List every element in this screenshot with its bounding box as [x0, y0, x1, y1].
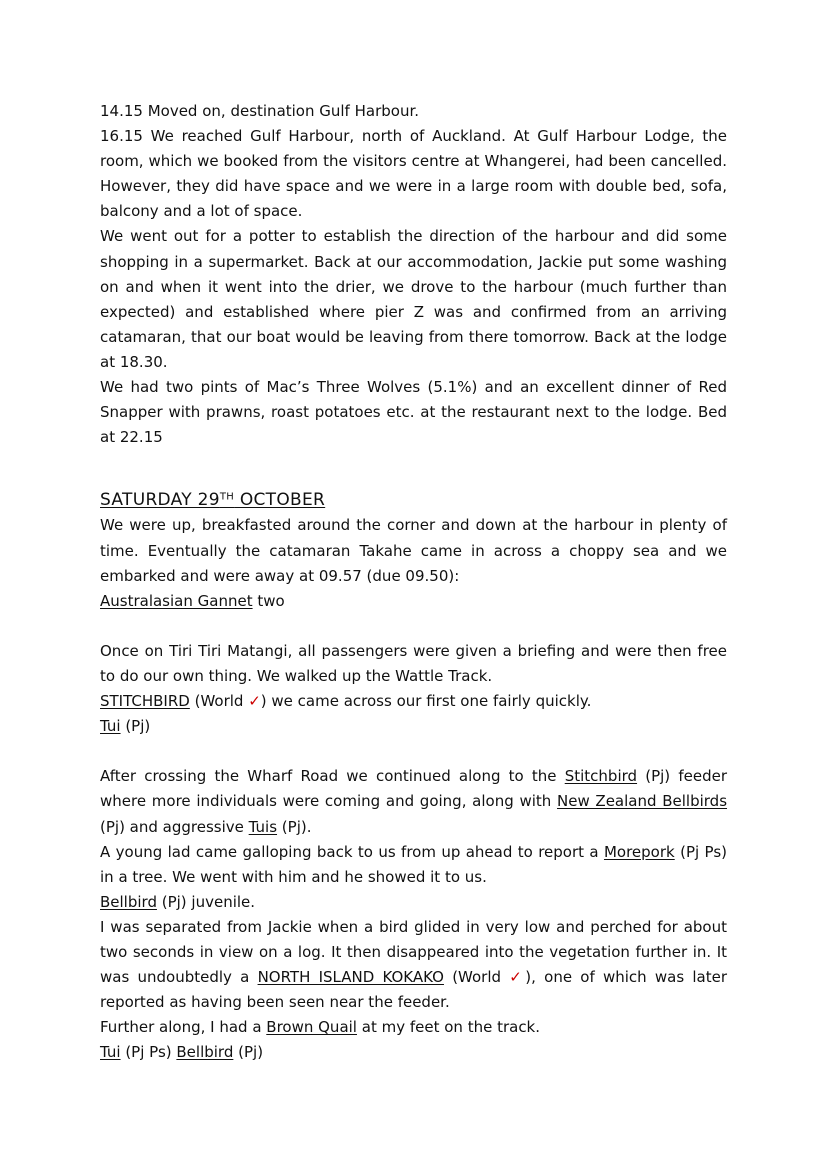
date-heading: SATURDAY 29TH OCTOBER: [100, 490, 326, 511]
paragraph-feeder: After crossing the Wharf Road we continued along to the Stitchbird (Pj) feeder where more individuals were coming and going, along with New Zealand Bellbirds (Pj) and aggressive Tuis (Pj).: [100, 767, 728, 836]
sighting-tui-bellbird: Tui (Pj Ps) Bellbird (Pj): [100, 1043, 264, 1062]
sighting-quail: Further along, I had a Brown Quail at my feet on the track.: [100, 1018, 541, 1037]
paragraph-kokako: I was separated from Jackie when a bird glided in very low and perched for about two seconds in view on a log. It then disappeared into the vegetation further in. It was undoubtedly a NORTH ISLAND KOKAKO (World ✓), one of which was later reported as having been seen near the feeder.: [100, 917, 728, 1012]
paragraph-morepork: A young lad came galloping back to us from up ahead to report a Morepork (Pj Ps) in a tree. We went with him and he showed it to us.: [100, 842, 727, 886]
species-name: Australasian Gannet: [100, 591, 253, 610]
entry-1615: 16.15 We reached Gulf Harbour, north of Auckland. At Gulf Harbour Lodge, the room, which we booked from the visitors centre at Whangerei, had been cancelled. However, they did have space and we were in a large room with double bed, sofa, balcony and a lot of space.: [100, 127, 727, 221]
species-name: STITCHBIRD: [100, 692, 190, 711]
species-name: Tui: [100, 717, 121, 736]
sighting-bellbird: Bellbird (Pj) juvenile.: [100, 892, 256, 911]
paragraph-catamaran: We were up, breakfasted around the corner and down at the harbour in plenty of time. Eventually the catamaran Takahe came in across a choppy sea and we embarked and were away at 09.57 (due 09.50):: [100, 516, 727, 585]
entry-1415: 14.15 Moved on, destination Gulf Harbour.: [100, 102, 420, 120]
sighting-tui: Tui (Pj): [100, 717, 151, 736]
paragraph-dinner: We had two pints of Mac’s Three Wolves (5.1%) and an excellent dinner of Red Snapper with prawns, roast potatoes etc. at the restaurant next to the lodge. Bed at 22.15: [100, 378, 727, 447]
check-icon: ✓: [509, 968, 526, 987]
paragraph-potter: We went out for a potter to establish the direction of the harbour and did some shopping in a supermarket. Back at our accommodation, Jackie put some washing on and when it went into the drier, we drove to the harbour (much further than expected) and established where pier Z was and confirmed from an arriving catamaran, that our boat would be leaving from there tomorrow. Back at the lodge at 18.30.: [100, 227, 727, 371]
check-icon: ✓: [248, 692, 261, 711]
sighting-stitchbird: STITCHBIRD (World ✓) we came across our first one fairly quickly.: [100, 692, 592, 711]
paragraph-briefing: Once on Tiri Tiri Matangi, all passengers were given a briefing and were then free to do our own thing. We walked up the Wattle Track.: [100, 641, 727, 685]
species-name: Bellbird: [100, 892, 157, 911]
document-page: [100, 99, 727, 1065]
sighting-gannet: Australasian Gannet two: [100, 591, 285, 610]
